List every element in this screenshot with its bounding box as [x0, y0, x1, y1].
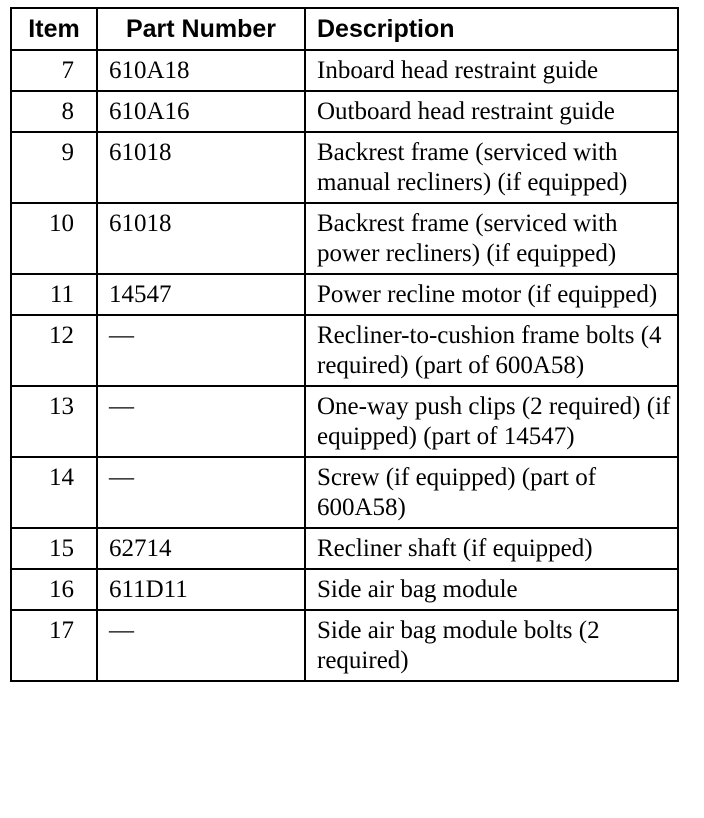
- item-cell: 10: [11, 203, 97, 274]
- description-cell: Backrest frame (serviced with manual recliners) (if equipped): [305, 132, 678, 203]
- item-cell: 7: [11, 50, 97, 91]
- description-cell: Inboard head restraint guide: [305, 50, 678, 91]
- description-cell: One-way push clips (2 required) (if equipped) (part of 14547): [305, 386, 678, 457]
- table-row: [11, 274, 678, 315]
- part-number-cell: —: [97, 386, 305, 457]
- description-cell: Side air bag module: [305, 569, 678, 610]
- table-row: [11, 132, 678, 203]
- part-number-cell: 61018: [97, 203, 305, 274]
- table-row: [11, 610, 678, 681]
- column-header-description: Description: [305, 8, 678, 50]
- item-cell: 12: [11, 315, 97, 386]
- description-cell: Recliner-to-cushion frame bolts (4 required) (part of 600A58): [305, 315, 678, 386]
- part-number-cell: 610A16: [97, 91, 305, 132]
- table-row: [11, 50, 678, 91]
- item-cell: 16: [11, 569, 97, 610]
- part-number-cell: 611D11: [97, 569, 305, 610]
- part-number-cell: —: [97, 457, 305, 528]
- column-header-part-number: Part Number: [97, 8, 305, 50]
- description-cell: Power recline motor (if equipped): [305, 274, 678, 315]
- item-cell: 8: [11, 91, 97, 132]
- description-cell: Outboard head restraint guide: [305, 91, 678, 132]
- part-number-cell: 62714: [97, 528, 305, 569]
- item-cell: 17: [11, 610, 97, 681]
- part-number-cell: —: [97, 610, 305, 681]
- table-row: [11, 386, 678, 457]
- part-number-cell: 610A18: [97, 50, 305, 91]
- table-header-row: [11, 8, 678, 50]
- description-cell: Side air bag module bolts (2 required): [305, 610, 678, 681]
- table-row: [11, 315, 678, 386]
- part-number-cell: —: [97, 315, 305, 386]
- item-cell: 14: [11, 457, 97, 528]
- table-row: [11, 528, 678, 569]
- part-number-cell: 61018: [97, 132, 305, 203]
- parts-table: [10, 7, 679, 682]
- table-row: [11, 203, 678, 274]
- item-cell: 9: [11, 132, 97, 203]
- table-row: [11, 91, 678, 132]
- item-cell: 15: [11, 528, 97, 569]
- item-cell: 13: [11, 386, 97, 457]
- table-row: [11, 569, 678, 610]
- table-row: [11, 457, 678, 528]
- column-header-item: Item: [11, 8, 97, 50]
- description-cell: Screw (if equipped) (part of 600A58): [305, 457, 678, 528]
- description-cell: Backrest frame (serviced with power recliners) (if equipped): [305, 203, 678, 274]
- description-cell: Recliner shaft (if equipped): [305, 528, 678, 569]
- part-number-cell: 14547: [97, 274, 305, 315]
- item-cell: 11: [11, 274, 97, 315]
